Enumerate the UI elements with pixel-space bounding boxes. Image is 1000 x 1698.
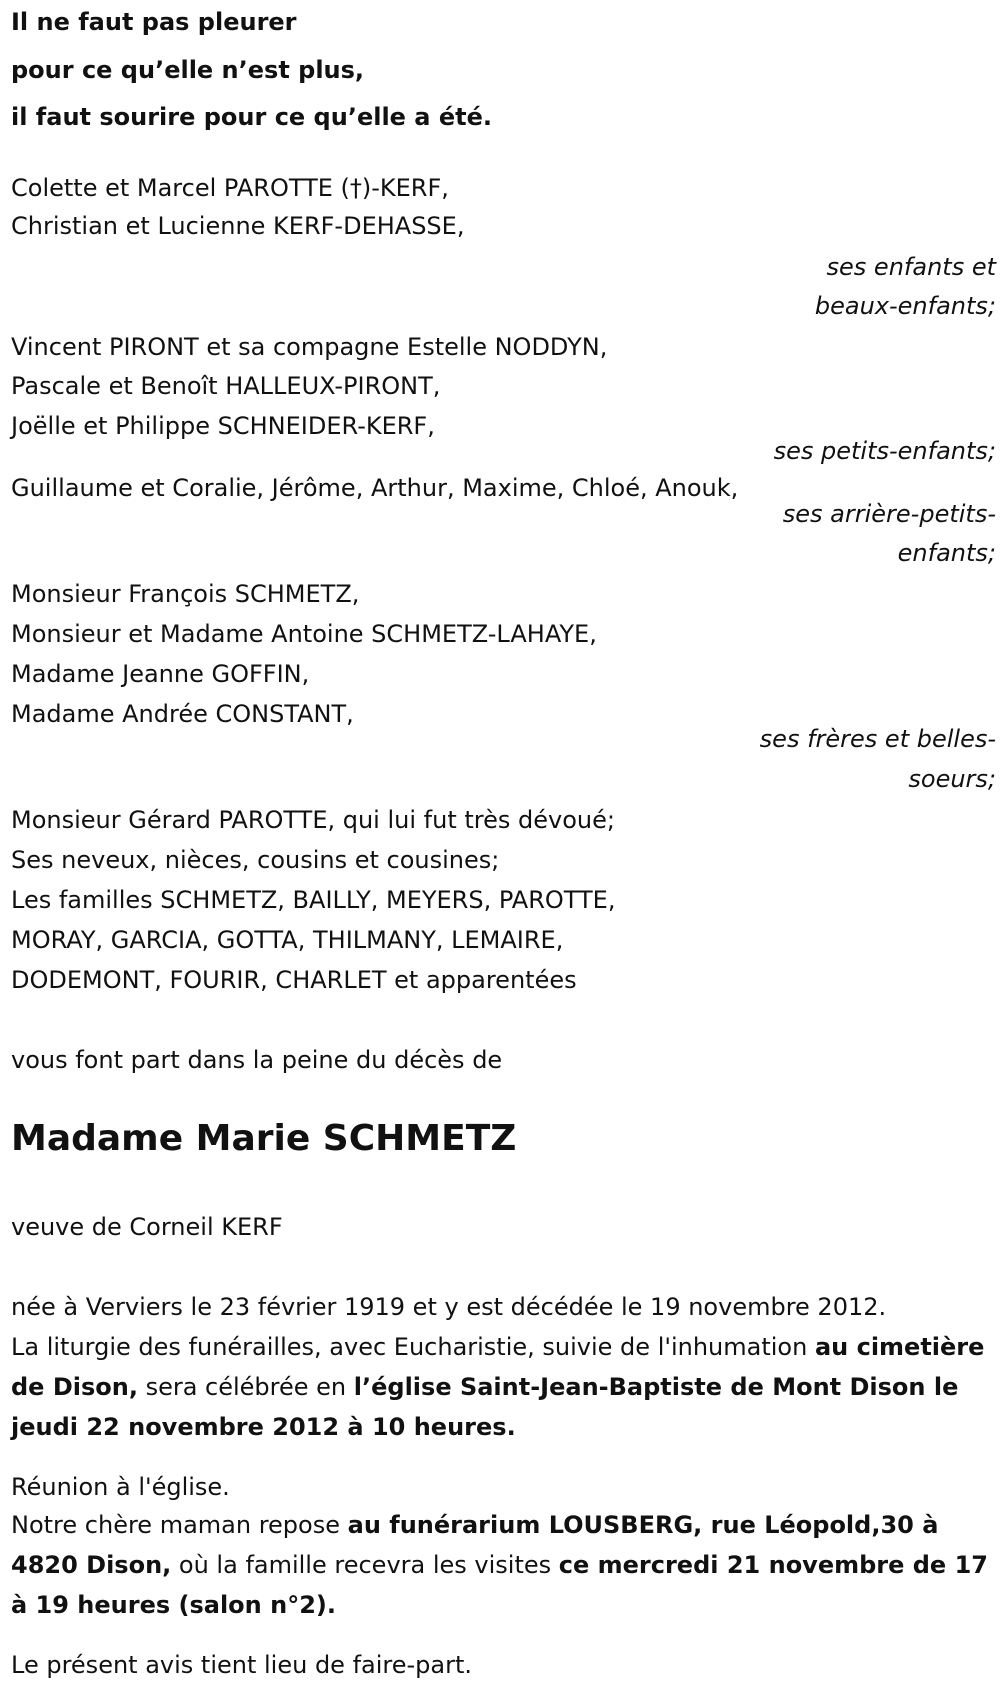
others-line-4: MORAY, GARCIA, GOTTA, THILMANY, LEMAIRE, bbox=[11, 926, 564, 954]
grandchildren-line-2: Pascale et Benoît HALLEUX-PIRONT, bbox=[11, 372, 441, 400]
funeral-paragraph: La liturgie des funérailles, avec Eucharistie, suivie de l'inhumation au cimetière de Dison, sera célébrée en l’église Saint-Jean-Baptiste de Mont Dison le jeudi 22 novembre 2012 à 10 heures. bbox=[11, 1333, 985, 1441]
others-line-2: Ses neveux, nièces, cousins et cousines; bbox=[11, 846, 500, 874]
epigraph-line-2: pour ce qu’elle n’est plus, bbox=[11, 56, 365, 84]
siblings-line-2: Monsieur et Madame Antoine SCHMETZ-LAHAYE, bbox=[11, 620, 597, 648]
siblings-role-line-1: ses frères et belles- bbox=[759, 725, 996, 753]
children-role-line-1: ses enfants et bbox=[826, 253, 996, 281]
others-line-1: Monsieur Gérard PAROTTE, qui lui fut très dévoué; bbox=[11, 806, 615, 834]
deceased-name: Madame Marie SCHMETZ bbox=[11, 1118, 517, 1159]
grandchildren-role: ses petits-enfants; bbox=[773, 437, 996, 465]
siblings-line-3: Madame Jeanne GOFFIN, bbox=[11, 660, 310, 688]
children-line-2: Christian et Lucienne KERF-DEHASSE, bbox=[11, 212, 465, 240]
birth-death: née à Verviers le 23 février 1919 et y est décédée le 19 novembre 2012. bbox=[11, 1293, 887, 1321]
grandchildren-line-1: Vincent PIRONT et sa compagne Estelle NODDYN, bbox=[11, 333, 608, 361]
great-grandchildren-role-line-1: ses arrière-petits- bbox=[782, 500, 996, 528]
widow-of: veuve de Corneil KERF bbox=[11, 1213, 283, 1241]
epigraph-line-1: Il ne faut pas pleurer bbox=[11, 8, 297, 36]
announcement: vous font part dans la peine du décès de bbox=[11, 1046, 503, 1074]
siblings-line-1: Monsieur François SCHMETZ, bbox=[11, 580, 360, 608]
others-line-5: DODEMONT, FOURIR, CHARLET et apparentées bbox=[11, 966, 577, 994]
meeting-note: Réunion à l'église. bbox=[11, 1473, 230, 1501]
siblings-role-line-2: soeurs; bbox=[908, 765, 996, 793]
great-grandchildren-role-line-2: enfants; bbox=[897, 539, 996, 567]
epigraph-line-3: il faut sourire pour ce qu’elle a été. bbox=[11, 103, 492, 131]
children-line-1: Colette et Marcel PAROTTE (†)-KERF, bbox=[11, 174, 449, 202]
others-line-3: Les familles SCHMETZ, BAILLY, MEYERS, PAROTTE, bbox=[11, 886, 616, 914]
children-role-line-2: beaux-enfants; bbox=[814, 292, 996, 320]
closing-note: Le présent avis tient lieu de faire-part. bbox=[11, 1651, 473, 1679]
rest-paragraph: Notre chère maman repose au funérarium LOUSBERG, rue Léopold,30 à 4820 Dison, où la famille recevra les visites ce mercredi 21 novembre de 17 à 19 heures (salon n°2). bbox=[11, 1511, 988, 1619]
grandchildren-line-3: Joëlle et Philippe SCHNEIDER-KERF, bbox=[11, 412, 435, 440]
great-grandchildren-line: Guillaume et Coralie, Jérôme, Arthur, Maxime, Chloé, Anouk, bbox=[11, 474, 739, 502]
siblings-line-4: Madame Andrée CONSTANT, bbox=[11, 700, 354, 728]
